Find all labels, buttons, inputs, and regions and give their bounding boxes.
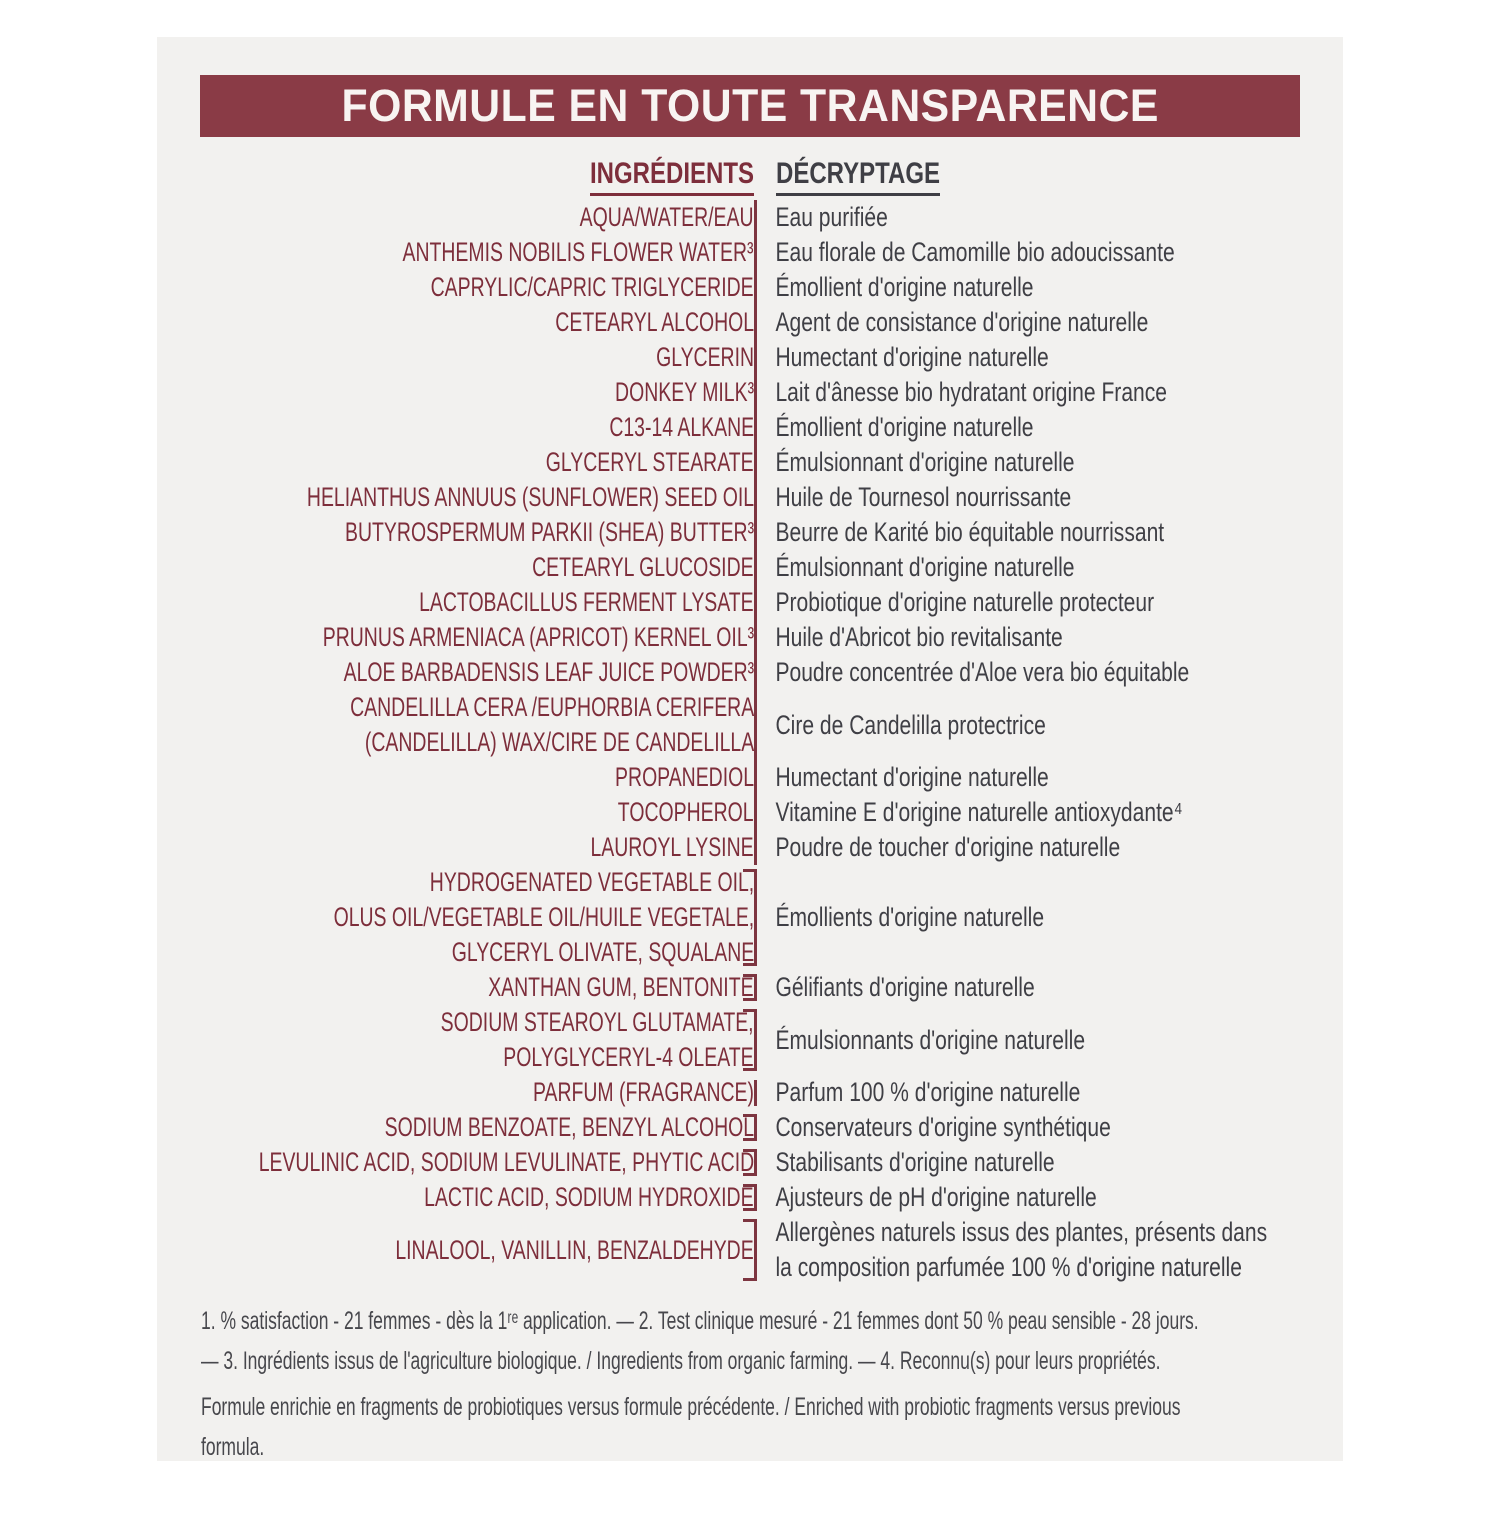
ingredient-cell <box>197 1110 754 1145</box>
decryptage-text: Parfum 100 % d'origine naturelle <box>775 1077 1081 1107</box>
ingredient-name: LINALOOL, VANILLIN, BENZALDEHYDE <box>395 1234 754 1265</box>
decryptage-cell <box>770 1110 1303 1145</box>
decryptage-cell <box>770 690 1303 760</box>
decryptage-text: Émollient d'origine naturelle <box>775 272 1034 302</box>
table-row <box>197 445 1303 480</box>
ingredient-cell <box>197 550 754 585</box>
ingredient-name: XANTHAN GUM, BENTONITE <box>488 972 754 1002</box>
ingredient-name: LAUROYL LYSINE <box>590 832 754 862</box>
group-bracket <box>743 1184 757 1211</box>
title-banner <box>200 75 1300 137</box>
table-row <box>197 830 1303 865</box>
column-divider <box>754 200 770 235</box>
column-divider <box>754 1180 770 1215</box>
decryptage-cell <box>770 620 1303 655</box>
decryptage-text: Cire de Candelilla protectrice <box>775 709 1046 740</box>
ingredient-name: PRUNUS ARMENIACA (APRICOT) KERNEL OIL³ <box>322 622 754 652</box>
decryptage-cell <box>770 865 1303 970</box>
divider-line <box>754 655 757 690</box>
table-row <box>197 1075 1303 1110</box>
decryptage-text: Probiotique d'origine naturelle protecteur <box>775 587 1155 617</box>
column-header-decryptage: DÉCRYPTAGE <box>776 157 940 196</box>
ingredient-cell <box>197 270 754 305</box>
ingredient-cell <box>197 795 754 830</box>
decryptage-text: Émulsionnant d'origine naturelle <box>775 447 1075 477</box>
decryptage-cell <box>770 340 1303 375</box>
decryptage-cell <box>770 585 1303 620</box>
ingredient-name: ALOE BARBADENSIS LEAF JUICE POWDER³ <box>343 657 754 687</box>
decryptage-text: Émulsionnants d'origine naturelle <box>775 1024 1086 1055</box>
divider-line <box>754 690 757 760</box>
divider-line <box>754 830 757 865</box>
table-row <box>197 340 1303 375</box>
table-row <box>197 1005 1303 1075</box>
decryptage-text: Émollient d'origine naturelle <box>775 412 1034 442</box>
decryptage-text: Humectant d'origine naturelle <box>775 762 1049 792</box>
column-divider <box>754 235 770 270</box>
column-divider <box>754 305 770 340</box>
table-row <box>197 410 1303 445</box>
ingredient-cell <box>197 1215 754 1285</box>
decryptage-cell <box>770 1215 1407 1285</box>
decryptage-cell <box>770 270 1303 305</box>
column-divider <box>754 830 770 865</box>
ingredient-cell <box>197 445 754 480</box>
column-header-ingredients-cell <box>197 157 754 196</box>
decryptage-text: Vitamine E d'origine naturelle antioxydante⁴ <box>775 797 1183 827</box>
table-row <box>197 760 1303 795</box>
column-divider <box>754 410 770 445</box>
ingredient-name: HELIANTHUS ANNUUS (SUNFLOWER) SEED OIL <box>306 482 754 512</box>
table-row <box>197 795 1303 830</box>
ingredient-cell <box>197 1075 754 1110</box>
ingredient-name: ANTHEMIS NOBILIS FLOWER WATER³ <box>402 237 754 267</box>
decryptage-cell <box>770 305 1303 340</box>
decryptage-cell <box>770 375 1303 410</box>
ingredient-cell <box>197 585 754 620</box>
column-header-ingredients: INGRÉDIENTS <box>590 157 754 196</box>
ingredient-name: CANDELILLA CERA /EUPHORBIA CERIFERA <box>349 692 754 722</box>
ingredient-cell <box>197 480 754 515</box>
ingredient-cell <box>197 760 754 795</box>
ingredient-name: GLYCERIN <box>656 342 754 372</box>
decryptage-text: Eau florale de Camomille bio adoucissante <box>775 237 1175 267</box>
column-divider <box>754 1215 770 1285</box>
divider-line <box>754 620 757 655</box>
ingredient-cell <box>197 200 754 235</box>
decryptage-cell <box>770 1180 1303 1215</box>
ingredient-cell <box>197 655 754 690</box>
formula-note <box>197 1387 1303 1467</box>
column-header-spacer <box>754 157 770 196</box>
footnote-line: 1. % satisfaction - 21 femmes - dès la 1ʳᵉ application. — 2. Test clinique mesuré - 21 femmes dont 50 % peau sensible - 28 jours. <box>201 1307 1199 1335</box>
table-row <box>197 585 1303 620</box>
decryptage-cell <box>770 410 1303 445</box>
ingredient-name: LACTIC ACID, SODIUM HYDROXIDE <box>424 1182 754 1212</box>
divider-line <box>754 515 757 550</box>
group-bracket <box>743 1114 757 1141</box>
table-row <box>197 970 1303 1005</box>
column-divider <box>754 375 770 410</box>
ingredient-cell <box>197 970 754 1005</box>
table-row <box>197 270 1303 305</box>
table-row <box>197 690 1303 760</box>
divider-line <box>754 200 757 235</box>
table-row <box>197 305 1303 340</box>
divider-line <box>754 760 757 795</box>
divider-line <box>754 270 757 305</box>
ingredient-cell <box>197 235 754 270</box>
table-row <box>197 865 1303 970</box>
ingredient-cell <box>197 690 754 760</box>
decryptage-text: Stabilisants d'origine naturelle <box>775 1147 1055 1177</box>
divider-line <box>754 375 757 410</box>
ingredient-cell <box>197 620 754 655</box>
divider-line <box>754 480 757 515</box>
group-bracket <box>743 974 757 1001</box>
decryptage-text: Huile d'Abricot bio revitalisante <box>775 622 1063 652</box>
column-divider <box>754 1005 770 1075</box>
table-row <box>197 655 1303 690</box>
footnote-line: — 3. Ingrédients issus de l'agriculture biologique. / Ingredients from organic farming. — 4. Reconnu(s) pour leurs propriétés. <box>201 1347 1161 1375</box>
table-row <box>197 1110 1303 1145</box>
decryptage-cell <box>770 1075 1303 1110</box>
table-row <box>197 200 1303 235</box>
ingredient-name: CETEARYL GLUCOSIDE <box>532 552 754 582</box>
ingredient-name: PARFUM (FRAGRANCE) <box>532 1077 754 1107</box>
ingredient-name: OLUS OIL/VEGETABLE OIL/HUILE VEGETALE, <box>333 902 754 932</box>
column-header-decryptage-cell <box>770 157 1303 196</box>
column-headers <box>197 157 1303 196</box>
table-row <box>197 620 1303 655</box>
ingredient-cell <box>197 515 754 550</box>
column-divider <box>754 865 770 970</box>
decryptage-text: Poudre concentrée d'Aloe vera bio équitable <box>775 657 1190 687</box>
page-title: FORMULE EN TOUTE TRANSPARENCE <box>341 80 1159 131</box>
ingredient-name: LACTOBACILLUS FERMENT LYSATE <box>419 587 754 617</box>
group-bracket <box>743 1219 757 1281</box>
column-divider <box>754 795 770 830</box>
ingredient-name: AQUA/WATER/EAU <box>580 202 754 232</box>
decryptage-cell <box>770 445 1303 480</box>
decryptage-text: Eau purifiée <box>775 202 888 232</box>
ingredient-name: CAPRYLIC/CAPRIC TRIGLYCERIDE <box>430 272 754 302</box>
column-divider <box>754 270 770 305</box>
decryptage-text: Agent de consistance d'origine naturelle <box>775 307 1149 337</box>
decryptage-cell <box>770 200 1303 235</box>
ingredient-name: PROPANEDIOL <box>614 762 754 792</box>
table-row <box>197 235 1303 270</box>
group-bracket <box>743 1009 757 1071</box>
footnotes <box>197 1301 1303 1381</box>
ingredient-name: DONKEY MILK³ <box>614 377 754 407</box>
column-divider <box>754 690 770 760</box>
ingredient-cell <box>197 1005 754 1075</box>
column-divider <box>754 515 770 550</box>
decryptage-cell <box>770 795 1303 830</box>
table-row <box>197 1145 1303 1180</box>
decryptage-text: la composition parfumée 100 % d'origine naturelle <box>775 1252 1242 1282</box>
divider-line <box>754 585 757 620</box>
ingredient-cell <box>197 830 754 865</box>
table-row <box>197 480 1303 515</box>
group-bracket <box>743 869 757 966</box>
ingredient-name: CETEARYL ALCOHOL <box>555 307 754 337</box>
ingredient-name: LEVULINIC ACID, SODIUM LEVULINATE, PHYTIC ACID <box>258 1147 754 1177</box>
column-divider <box>754 585 770 620</box>
column-divider <box>754 655 770 690</box>
column-divider <box>754 480 770 515</box>
formula-note-line: Formule enrichie en fragments de probiotiques versus formule précédente. / Enriched with probiotic fragments versus previous <box>201 1393 1181 1421</box>
decryptage-cell <box>770 655 1308 690</box>
decryptage-cell <box>770 970 1303 1005</box>
column-divider <box>754 550 770 585</box>
decryptage-cell <box>770 760 1303 795</box>
column-divider <box>754 1110 770 1145</box>
decryptage-cell <box>770 550 1303 585</box>
ingredient-name: SODIUM STEAROYL GLUTAMATE, <box>441 1007 754 1037</box>
label-card <box>157 37 1343 1461</box>
decryptage-text: Poudre de toucher d'origine naturelle <box>775 832 1121 862</box>
ingredient-name: C13-14 ALKANE <box>609 412 754 442</box>
ingredient-name: GLYCERYL STEARATE <box>546 447 754 477</box>
ingredient-name: (CANDELILLA) WAX/CIRE DE CANDELILLA <box>364 727 754 757</box>
column-divider <box>754 970 770 1005</box>
decryptage-text: Conservateurs d'origine synthétique <box>775 1112 1111 1142</box>
formula-note-line: formula. <box>201 1433 265 1461</box>
decryptage-text: Gélifiants d'origine naturelle <box>775 972 1035 1002</box>
ingredient-cell <box>197 1145 754 1180</box>
decryptage-cell <box>770 1145 1303 1180</box>
decryptage-text: Émulsionnant d'origine naturelle <box>775 552 1075 582</box>
column-divider <box>754 1075 770 1110</box>
ingredient-name: POLYGLYCERYL-4 OLEATE <box>503 1042 754 1072</box>
divider-line <box>754 340 757 375</box>
column-divider <box>754 620 770 655</box>
ingredients-table <box>197 200 1303 1285</box>
divider-line <box>754 305 757 340</box>
table-row <box>197 1215 1303 1285</box>
column-divider <box>754 760 770 795</box>
decryptage-text: Lait d'ânesse bio hydratant origine France <box>775 377 1167 407</box>
decryptage-cell <box>770 830 1303 865</box>
divider-line <box>754 235 757 270</box>
divider-line <box>754 550 757 585</box>
ingredient-cell <box>197 1180 754 1215</box>
table-row <box>197 515 1303 550</box>
decryptage-text: Ajusteurs de pH d'origine naturelle <box>775 1182 1097 1212</box>
decryptage-cell <box>770 515 1303 550</box>
decryptage-text: Humectant d'origine naturelle <box>775 342 1049 372</box>
decryptage-text: Émollients d'origine naturelle <box>775 902 1045 932</box>
ingredient-name: GLYCERYL OLIVATE, SQUALANE <box>451 937 754 967</box>
ingredient-cell <box>197 340 754 375</box>
column-divider <box>754 445 770 480</box>
ingredient-cell <box>197 865 754 970</box>
decryptage-text: Huile de Tournesol nourrissante <box>775 482 1072 512</box>
table-row <box>197 375 1303 410</box>
ingredient-cell <box>197 305 754 340</box>
decryptage-cell <box>770 1005 1303 1075</box>
divider-line <box>754 1080 757 1106</box>
decryptage-cell <box>770 235 1303 270</box>
divider-line <box>754 445 757 480</box>
table-row <box>197 1180 1303 1215</box>
divider-line <box>754 795 757 830</box>
divider-line <box>754 410 757 445</box>
ingredient-name: TOCOPHEROL <box>618 797 754 827</box>
ingredient-name: SODIUM BENZOATE, BENZYL ALCOHOL <box>384 1112 754 1142</box>
ingredient-name: HYDROGENATED VEGETABLE OIL, <box>429 867 754 897</box>
group-bracket <box>743 1149 757 1176</box>
column-divider <box>754 340 770 375</box>
decryptage-cell <box>770 480 1303 515</box>
decryptage-text: Beurre de Karité bio équitable nourrissant <box>775 517 1165 547</box>
decryptage-text: Allergènes naturels issus des plantes, présents dans <box>775 1217 1268 1247</box>
table-row <box>197 550 1303 585</box>
ingredient-name: BUTYROSPERMUM PARKII (SHEA) BUTTER³ <box>345 517 754 547</box>
ingredient-cell <box>197 375 754 410</box>
column-divider <box>754 1145 770 1180</box>
ingredient-cell <box>197 410 754 445</box>
